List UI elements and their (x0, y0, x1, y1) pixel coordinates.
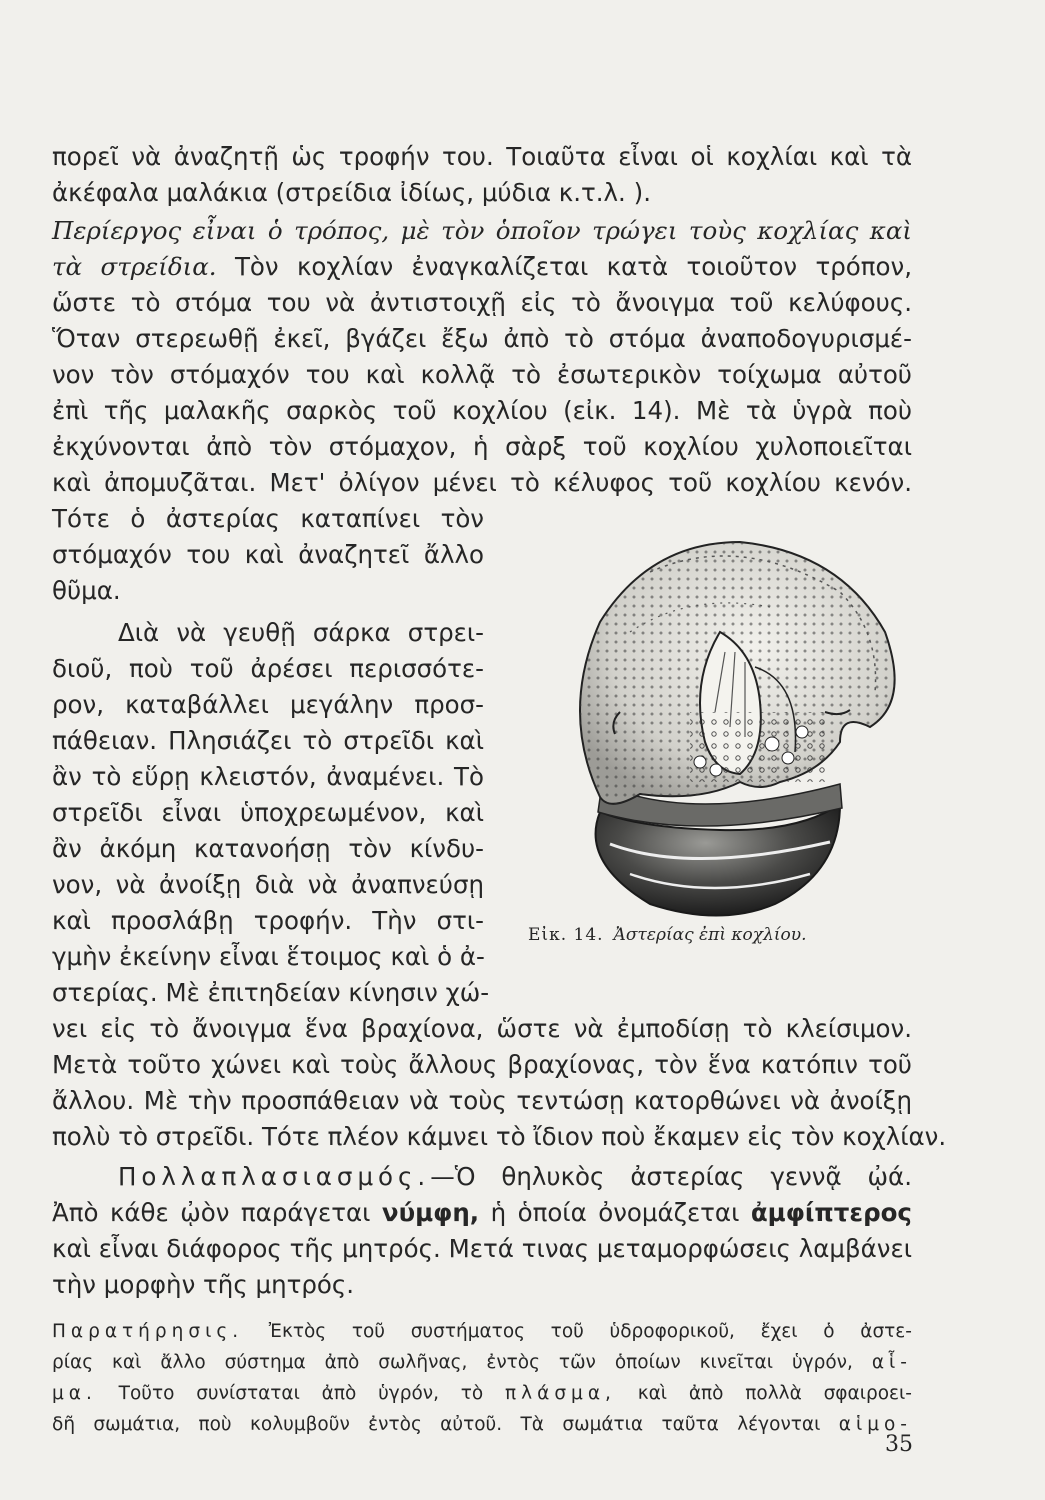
body-line: στόμαχόν του καὶ ἀναζητεῖ ἄλλο (52, 540, 484, 569)
figure-label: Εἰκ. 14. (528, 925, 604, 945)
body-text: Ἀπὸ κάθε ᾠὸν παράγεται (52, 1198, 371, 1227)
body-line: γμὴν ἐκείνην εἶναι ἕτοιμος καὶ ὁ ἀ- (52, 942, 485, 971)
body-line: νον, νὰ ἀνοίξῃ διὰ νὰ ἀναπνεύσῃ (52, 870, 484, 899)
body-line: καὶ ἀπομυζᾶται. Μετ' ὀλίγον μένει τὸ κέλυφος τοῦ κοχλίου κενόν. (52, 468, 912, 497)
bold-term: νύμφη, (381, 1198, 480, 1227)
bold-term: ἀμφίπτερος (750, 1198, 912, 1227)
starfish-snail-illustration (540, 512, 912, 922)
body-line: τὴν μορφὴν τῆς μητρός. (52, 1270, 355, 1299)
body-line: ἐκχύνονται ἀπὸ τὸν στόμαχον, ἡ σὰρξ τοῦ κοχλίου χυλοποιεῖται (52, 432, 912, 461)
body-line: νει εἰς τὸ ἄνοιγμα ἕνα βραχίονα, ὥστε νὰ ἐμποδίσῃ τὸ κλείσιμον. (52, 1014, 912, 1043)
italic-phrase: τὰ στρείδια. (52, 252, 217, 281)
body-line: θῦμα. (52, 576, 121, 605)
body-line: ἂν τὸ εὕρῃ κλειστόν, ἀναμένει. Τὸ (52, 762, 484, 791)
body-text: Τὸν κοχλίαν ἐναγκαλίζεται κατὰ τοιοῦτον τρόπον, (234, 252, 912, 281)
body-line: καὶ προσλάβῃ τροφήν. Τὴν στι- (52, 906, 484, 935)
note-text: Ἐκτὸς τοῦ συστήματος τοῦ ὑδροφορικοῦ, ἔχει ὁ ἀστε- (268, 1321, 912, 1342)
body-line: Ὅταν στερεωθῇ ἐκεῖ, βγάζει ἔξω ἀπὸ τὸ στόμα ἀναποδογυρισμέ- (52, 324, 912, 353)
body-line: νον τὸν στόμαχόν του καὶ κολλᾷ τὸ ἐσωτερικὸν τοίχωμα αὐτοῦ (52, 360, 912, 389)
body-text: ἡ ὁποία ὀνομάζεται (490, 1198, 740, 1227)
body-line: στερίας. Μὲ ἐπιτηδείαν κίνησιν χώ- (52, 978, 490, 1007)
starfish-on-snail-figure (540, 512, 912, 922)
snail-shell (596, 784, 842, 916)
body-line: ἐπὶ τῆς μαλακῆς σαρκὸς τοῦ κοχλίου (εἰκ. 14). Μὲ τὰ ὑγρὰ ποὺ (52, 396, 912, 425)
body-line (52, 252, 912, 282)
body-line: πολὺ τὸ στρεῖδι. Τότε πλέον κάμνει τὸ ἴδιον ποὺ ἔκαμεν εἰς τὸν κοχλίαν. (52, 1122, 947, 1151)
body-line: ἀκέφαλα μαλάκια (στρείδια ἰδίως, μύδια κ.τ.λ. ). (52, 178, 651, 207)
body-line: διοῦ, ποὺ τοῦ ἀρέσει περισσότε- (52, 654, 484, 683)
body-line: ἂν ἀκόμη κατανοήσῃ τὸν κίνδυ- (52, 834, 484, 863)
note-line (52, 1318, 912, 1346)
spaced-term: αἷ- (871, 1352, 912, 1373)
page-number: 35 (885, 1432, 913, 1457)
note-line (52, 1380, 912, 1408)
body-line: ἄλλου. Μὲ τὴν προσπάθειαν νὰ τοὺς τεντώσῃ κατορθώνει νὰ ἀνοίξῃ (52, 1086, 912, 1115)
body-line: ρον, καταβάλλει μεγάλην προσ- (52, 690, 484, 719)
note-text: ρίας καὶ ἄλλο σύστημα ἀπὸ σωλῆνας, ἐντὸς τῶν ὁποίων κινεῖται ὑγρόν, (52, 1352, 853, 1373)
spaced-term: μα. (52, 1383, 97, 1404)
body-line: Περίεργος εἶναι ὁ τρόπος, μὲ τὸν ὁποῖον τρώγει τοὺς κοχλίας καὶ (52, 216, 912, 245)
figure-caption (528, 925, 908, 945)
body-line (118, 1162, 912, 1192)
spaced-term: αἱμο- (838, 1414, 912, 1435)
spaced-term: πλάσμα, (505, 1383, 616, 1404)
note-line (52, 1411, 912, 1439)
note-text: καὶ ἀπὸ πολλὰ σφαιροει- (637, 1383, 912, 1404)
note-text: Τοῦτο συνίσταται ἀπὸ ὑγρόν, τὸ (118, 1383, 484, 1404)
note-text: δῆ σωμάτια, ποὺ κολυμβοῦν ἐντὸς αὐτοῦ. Τὰ σωμάτια ταῦτα λέγονται (52, 1414, 821, 1435)
body-line: Μετὰ τοῦτο χώνει καὶ τοὺς ἄλλους βραχίονας, τὸν ἕνα κατόπιν τοῦ (52, 1050, 912, 1079)
body-line: στρεῖδι εἶναι ὑποχρεωμένον, καὶ (52, 798, 484, 827)
body-line: Διὰ νὰ γευθῇ σάρκα στρει- (118, 618, 484, 647)
body-line (52, 1198, 912, 1228)
body-line: ὥστε τὸ στόμα του νὰ ἀντιστοιχῇ εἰς τὸ ἄνοιγμα τοῦ κελύφους. (52, 288, 912, 317)
body-line: πορεῖ νὰ ἀναζητῇ ὡς τροφήν του. Τοιαῦτα εἶναι οἱ κοχλίαι καὶ τὰ (52, 142, 912, 171)
body-line: πάθειαν. Πλησιάζει τὸ στρεῖδι καὶ (52, 726, 484, 755)
figure-caption-text: Ἀστερίας ἐπὶ κοχλίου. (613, 925, 807, 945)
section-heading: Πολλαπλασιασμός. (118, 1162, 431, 1191)
note-heading: Παρατήρησις. (52, 1321, 244, 1342)
body-line: καὶ εἶναι διάφορος τῆς μητρός. Μετά τινας μεταμορφώσεις λαμβάνει (52, 1234, 912, 1263)
note-line (52, 1349, 912, 1377)
body-line: Τότε ὁ ἀστερίας καταπίνει τὸν (52, 504, 484, 533)
body-text: —Ὁ θηλυκὸς ἀστερίας γεννᾷ ᾠά. (430, 1162, 912, 1191)
